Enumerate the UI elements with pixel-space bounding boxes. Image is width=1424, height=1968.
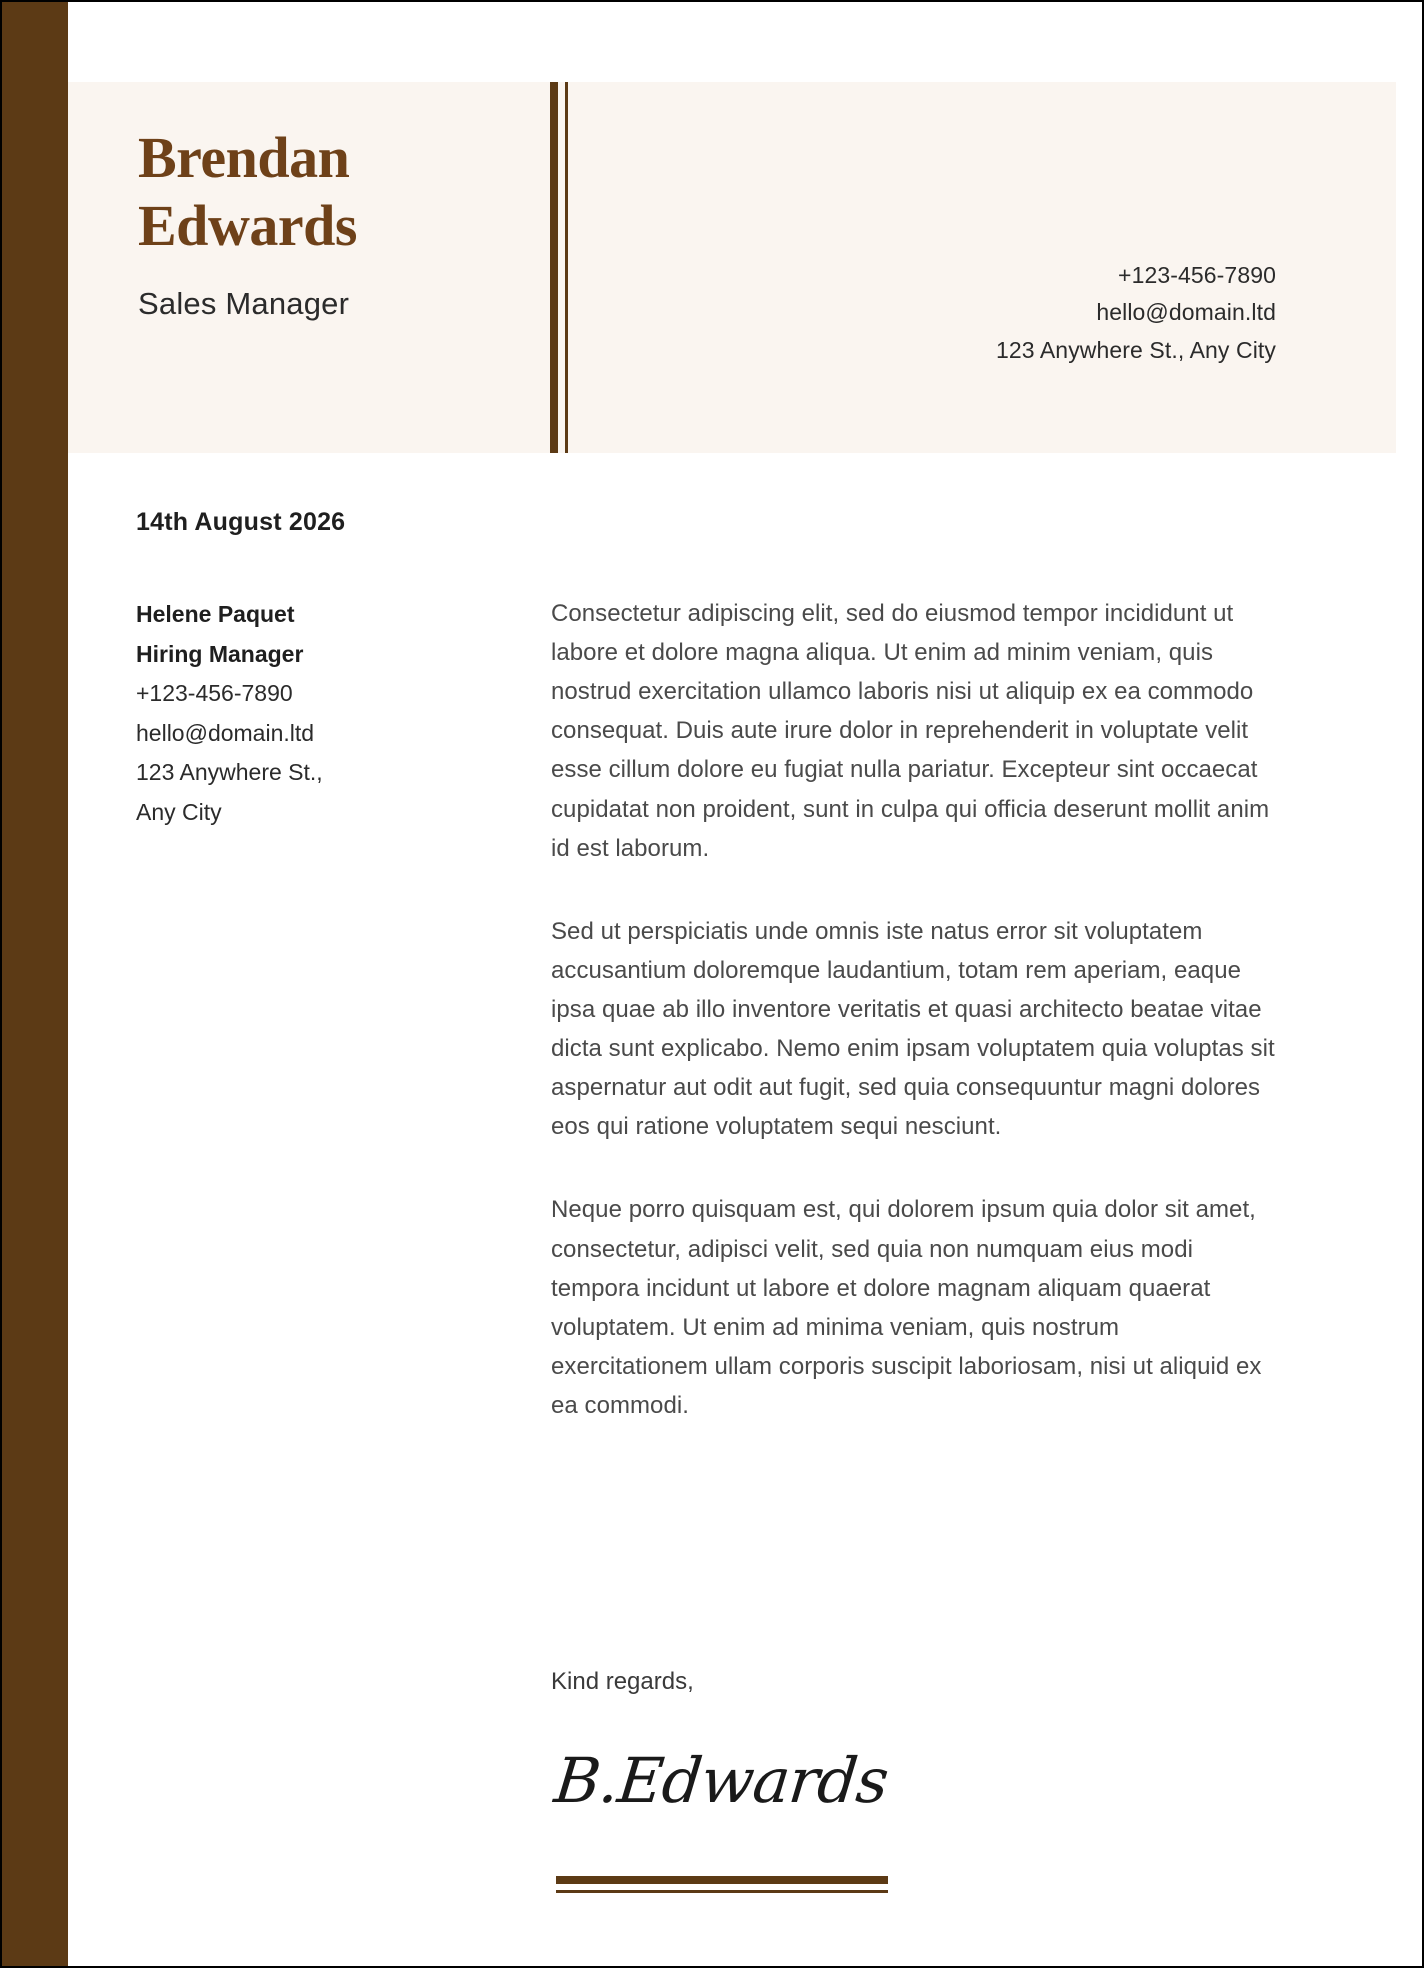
header-divider-thin-rule <box>565 82 568 453</box>
recipient-phone: +123-456-7890 <box>136 680 293 707</box>
recipient-email: hello@domain.ltd <box>136 719 315 746</box>
closing-salutation: Kind regards, <box>551 1668 694 1695</box>
recipient-block <box>136 595 466 832</box>
recipient-title: Hiring Manager <box>136 640 304 667</box>
recipient-address-line-1: 123 Anywhere St., <box>136 759 323 786</box>
letter-body <box>551 594 1281 1425</box>
signature-script: B.Edwards <box>551 1744 892 1817</box>
job-role: Sales Manager <box>138 285 350 321</box>
body-paragraph: Sed ut perspiciatis unde omnis iste natus error sit voluptatem accusantium doloremque laudantium, totam rem aperiam, eaque ipsa quae ab illo inventore veritatis et quasi architecto beatae vitae dicta sunt explicabo. Nemo enim ipsam voluptatem quia voluptas sit aspernatur aut odit aut fugit, sed quia consequuntur magni dolores eos qui ratione voluptatem sequi nesciunt. <box>551 917 1275 1141</box>
sender-contact-block <box>996 257 1276 369</box>
body-paragraph: Neque porro quisquam est, qui dolorem ipsum quia dolor sit amet, consectetur, adipisci velit, sed quia non numquam eius modi tempora incidunt ut labore et dolore magnam aliquam quaerat voluptatem. Ut enim ad minima veniam, quis nostrum exercitationem ullam corporis suscipit laboriosam, nisi ut aliquid ex ea commodi. <box>551 1196 1262 1419</box>
left-brown-spine <box>2 2 68 1968</box>
recipient-name: Helene Paquet <box>136 601 295 627</box>
name-last-line: Edwards <box>138 192 357 258</box>
signature-rule-thick <box>556 1876 888 1884</box>
identity-block <box>138 124 538 322</box>
sender-address: 123 Anywhere St., Any City <box>995 336 1276 363</box>
sender-email: hello@domain.ltd <box>1096 299 1276 326</box>
name-first-line: Brendan <box>138 125 350 190</box>
body-paragraph: Consectetur adipiscing elit, sed do eiusmod tempor incididunt ut labore et dolore magna aliqua. Ut enim ad minim veniam, quis nostrud exercitation ullamco laboris nisi ut aliquip ex ea commodo consequat. Duis aute irure dolor in reprehenderit in voluptate velit esse cillum dolore eu fugiat nulla pariatur. Excepteur sint occaecat cupidatat non proident, sunt in culpa qui officia deserunt mollit anim id est laborum. <box>551 600 1270 862</box>
header-divider-thick-rule <box>550 82 558 453</box>
signature-rule-thin <box>556 1890 888 1893</box>
recipient-address-line-2: Any City <box>136 798 222 825</box>
letter-date: 14th August 2026 <box>136 508 346 536</box>
sender-phone: +123-456-7890 <box>1118 262 1276 288</box>
